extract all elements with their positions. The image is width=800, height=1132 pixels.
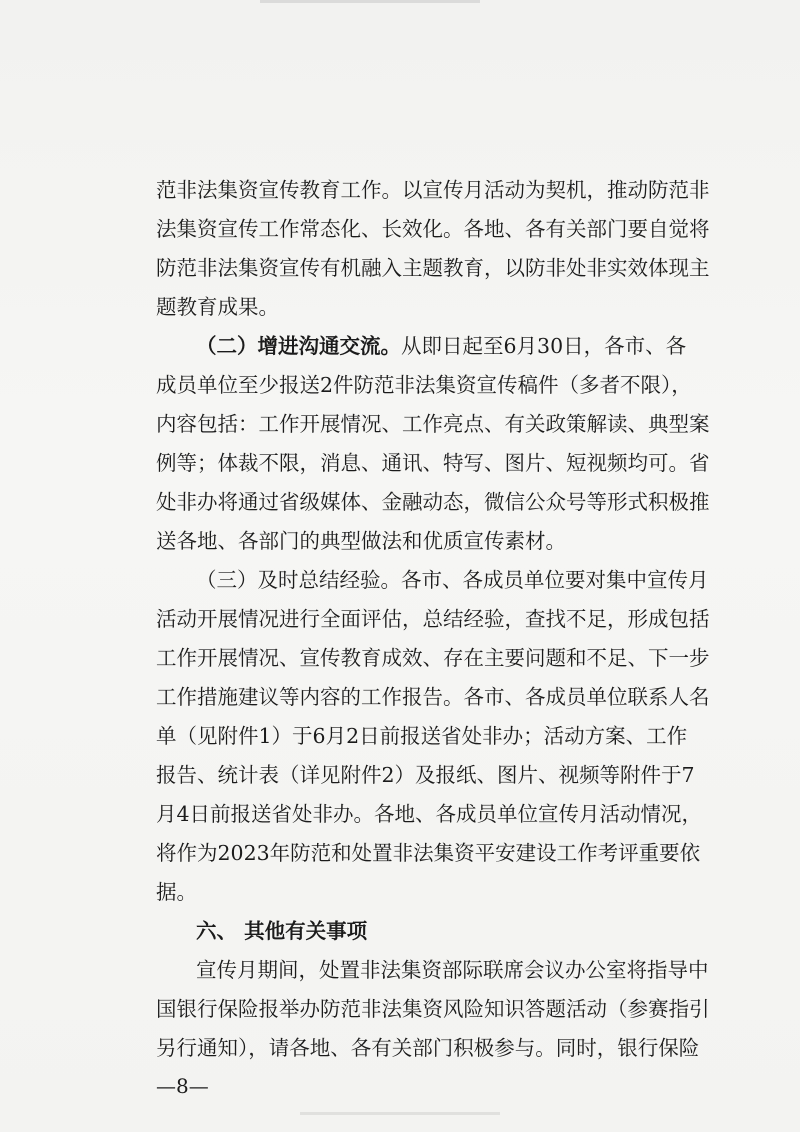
page-number: —8— — [156, 1074, 209, 1098]
scan-artifact-bottom — [300, 1112, 500, 1115]
section-2-heading: （二）增进沟通交流。 — [196, 334, 401, 358]
body-line: 报告、统计表（详见附件2）及报纸、图片、视频等附件于7 — [156, 763, 695, 787]
body-line: 防范非法集资宣传有机融入主题教育，以防非处非实效体现主 — [156, 256, 710, 280]
body-line: 成员单位至少报送2件防范非法集资宣传稿件（多者不限）， — [156, 373, 692, 397]
body-line: 工作开展情况、宣传教育成效、存在主要问题和不足、下一步 — [156, 646, 710, 670]
body-line: 处非办将通过省级媒体、金融动态，微信公众号等形式积极推 — [156, 490, 710, 514]
body-line: 另行通知），请各地、各有关部门积极参与。同时，银行保险 — [156, 1036, 700, 1060]
scan-artifact-top — [260, 0, 480, 3]
body-line: 将作为2023年防范和处置非法集资平安建设工作考评重要依 — [156, 841, 701, 865]
body-line: 宣传月期间，处置非法集资部际联席会议办公室将指导中 — [196, 958, 709, 982]
body-line: 送各地、各部门的典型做法和优质宣传素材。 — [156, 529, 566, 553]
body-line: 国银行保险报举办防范非法集资风险知识答题活动（参赛指引 — [156, 997, 710, 1021]
body-line: 月4日前报送省处非办。各地、各成员单位宣传月活动情况， — [156, 802, 703, 826]
body-line: 法集资宣传工作常态化、长效化。各地、各有关部门要自觉将 — [156, 217, 710, 241]
section-2-text: 从即日起至6月30日，各市、各 — [401, 334, 687, 358]
section-3-first-line: （三）及时总结经验。各市、各成员单位要对集中宣传月 — [196, 568, 709, 592]
body-line: 范非法集资宣传教育工作。以宣传月活动为契机，推动防范非 — [156, 178, 710, 202]
body-line: 内容包括：工作开展情况、工作亮点、有关政策解读、典型案 — [156, 412, 710, 436]
body-line: 据。 — [156, 880, 197, 904]
section-2-first-line — [196, 332, 686, 360]
section-6-heading: 六、 其他有关事项 — [196, 919, 368, 943]
body-line: 例等；体裁不限，消息、通讯、特写、图片、短视频均可。省 — [156, 451, 710, 475]
body-line: 题教育成果。 — [156, 295, 279, 319]
body-line: 单（见附件1）于6月2日前报送省处非办；活动方案、工作 — [156, 724, 688, 748]
body-line: 工作措施建议等内容的工作报告。各市、各成员单位联系人名 — [156, 685, 710, 709]
body-line: 活动开展情况进行全面评估，总结经验，查找不足，形成包括 — [156, 607, 710, 631]
